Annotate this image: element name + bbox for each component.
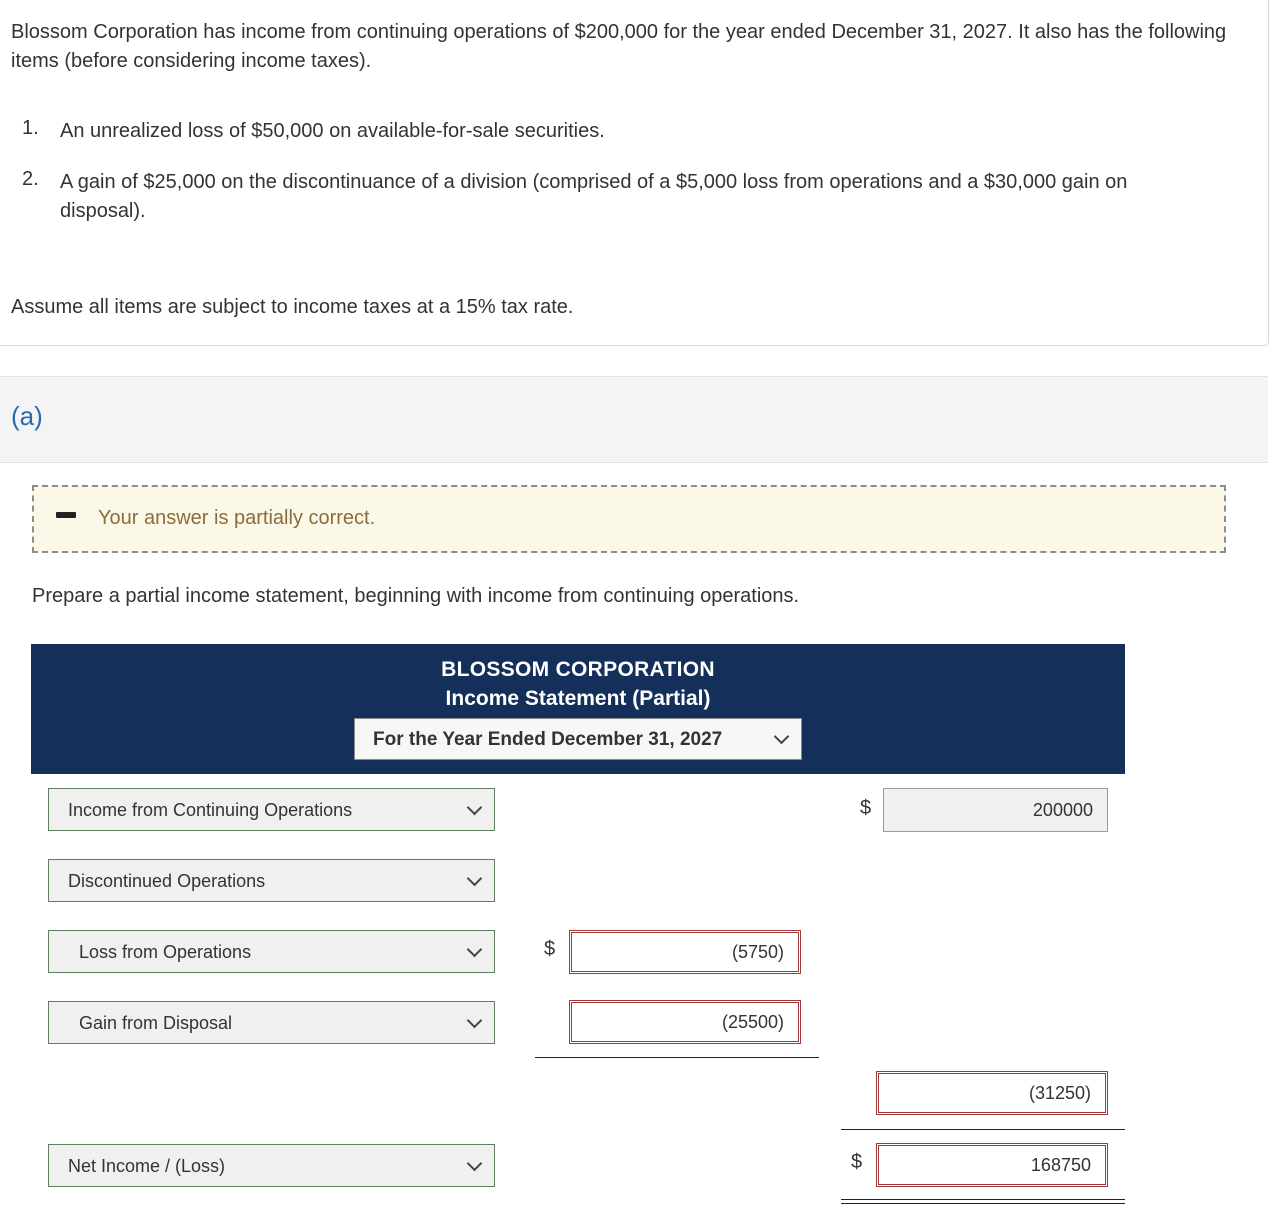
dollar-sign: $ — [851, 1151, 863, 1173]
loss-from-operations-select[interactable] — [48, 930, 495, 973]
feedback-banner — [32, 485, 1226, 553]
list-item-number: 2. — [22, 168, 39, 190]
tax-assumption: Assume all items are subject to income taxes at a 15% tax rate. — [11, 296, 574, 318]
dollar-sign: $ — [860, 797, 872, 819]
feedback-message: Your answer is partially correct. — [98, 507, 376, 529]
discontinued-ops-label: Discontinued Operations — [68, 871, 266, 891]
period-select[interactable] — [354, 718, 802, 760]
gain-from-disposal-select[interactable] — [48, 1001, 495, 1044]
list-item: A gain of $25,000 on the discontinuance of a division (comprised of a $5,000 loss from operations and a $30,000 gain on disposal). — [60, 171, 1128, 222]
net-income-label: Net Income / (Loss) — [68, 1156, 226, 1176]
double-underline-rule — [841, 1199, 1125, 1200]
chevron-down-icon — [467, 1156, 483, 1172]
part-label: (a) — [11, 401, 43, 431]
part-header — [0, 376, 1268, 463]
continuing-ops-label: Income from Continuing Operations — [68, 800, 353, 820]
net-income-amount-input[interactable]: 168750 — [876, 1143, 1108, 1187]
continuing-ops-select[interactable] — [48, 788, 495, 831]
company-name: BLOSSOM CORPORATION — [441, 658, 715, 681]
list-item: An unrealized loss of $50,000 on available-for-sale securities. — [60, 120, 605, 142]
list-item-number: 1. — [22, 117, 39, 139]
statement-title: Income Statement (Partial) — [445, 687, 711, 710]
discontinued-ops-select[interactable] — [48, 859, 495, 902]
chevron-down-icon — [467, 942, 483, 958]
problem-intro: Blossom Corporation has income from continuing operations of $200,000 for the year ended December 31, 2027. It also has the following items (before considering income taxes). — [11, 21, 1227, 72]
underline-rule — [535, 1057, 819, 1058]
instruction-text: Prepare a partial income statement, beginning with income from continuing operations. — [32, 585, 800, 607]
discontinued-ops-total-input[interactable]: (31250) — [876, 1071, 1108, 1115]
loss-from-operations-amount-input[interactable]: (5750) — [569, 930, 801, 974]
chevron-down-icon — [467, 800, 483, 816]
statement-header — [31, 644, 1125, 774]
dash-icon — [56, 512, 76, 518]
period-select-value: For the Year Ended December 31, 2027 — [373, 729, 723, 750]
underline-rule — [841, 1129, 1125, 1130]
chevron-down-icon — [467, 871, 483, 887]
dollar-sign: $ — [544, 938, 556, 960]
chevron-down-icon — [774, 729, 790, 745]
double-underline-rule — [841, 1203, 1125, 1204]
gain-from-disposal-amount-input[interactable]: (25500) — [569, 1000, 801, 1044]
gain-from-disposal-label: Gain from Disposal — [79, 1013, 233, 1033]
loss-from-operations-label: Loss from Operations — [79, 942, 252, 962]
chevron-down-icon — [467, 1013, 483, 1029]
net-income-select[interactable] — [48, 1144, 495, 1187]
continuing-ops-amount-input[interactable]: 200000 — [883, 788, 1108, 832]
